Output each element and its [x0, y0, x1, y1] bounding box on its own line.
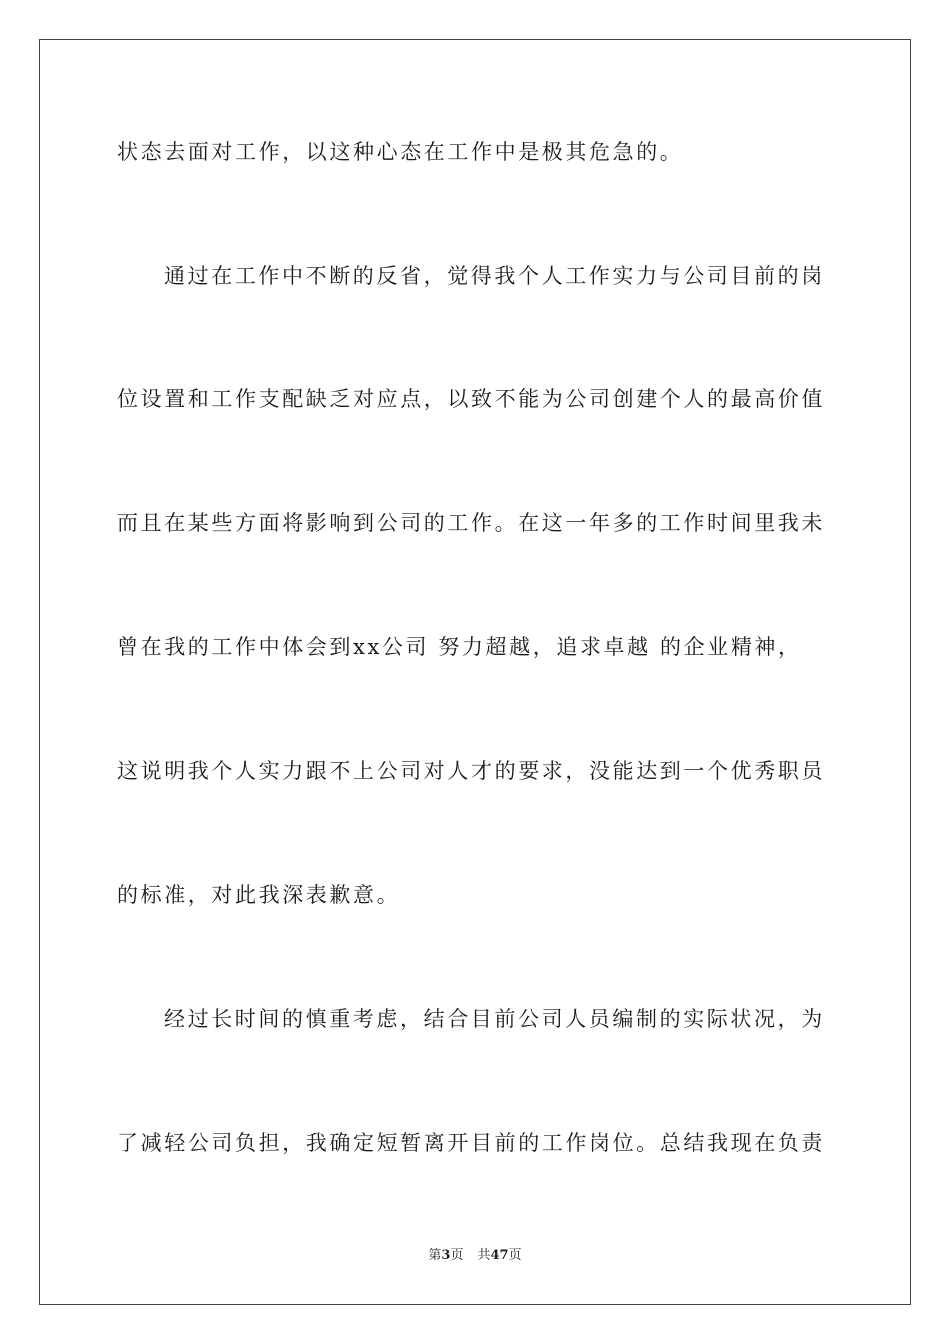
page-number: 3 — [441, 1248, 451, 1263]
text-line-5: 曾在我的工作中体会到xx公司 努力超越，追求卓越 的企业精神， — [117, 635, 802, 659]
page-prefix: 第 — [428, 1248, 442, 1263]
total-pages: 47 — [490, 1248, 509, 1263]
text-line-3: 位设置和工作支配缺乏对应点，以致不能为公司创建个人的最高价值 — [117, 387, 825, 411]
page-border — [39, 39, 911, 1305]
text-line-9: 了减轻公司负担，我确定短暂离开目前的工作岗位。总结我现在负责 — [117, 1131, 825, 1155]
page-suffix: 页 — [450, 1248, 464, 1263]
page-footer — [0, 1247, 950, 1265]
text-line-6: 这说明我个人实力跟不上公司对人才的要求，没能达到一个优秀职员 — [117, 759, 825, 783]
text-line-4: 而且在某些方面将影响到公司的工作。在这一年多的工作时间里我未 — [117, 511, 825, 535]
text-line-2: 通过在工作中不断的反省，觉得我个人工作实力与公司目前的岗 — [164, 264, 825, 288]
total-suffix: 页 — [508, 1248, 522, 1263]
text-line-7: 的标准，对此我深表歉意。 — [117, 883, 401, 907]
total-prefix: 共 — [477, 1248, 491, 1263]
text-line-8: 经过长时间的慎重考虑，结合目前公司人员编制的实际状况，为 — [164, 1007, 825, 1031]
text-line-1: 状态去面对工作，以这种心态在工作中是极其危急的。 — [117, 140, 684, 164]
